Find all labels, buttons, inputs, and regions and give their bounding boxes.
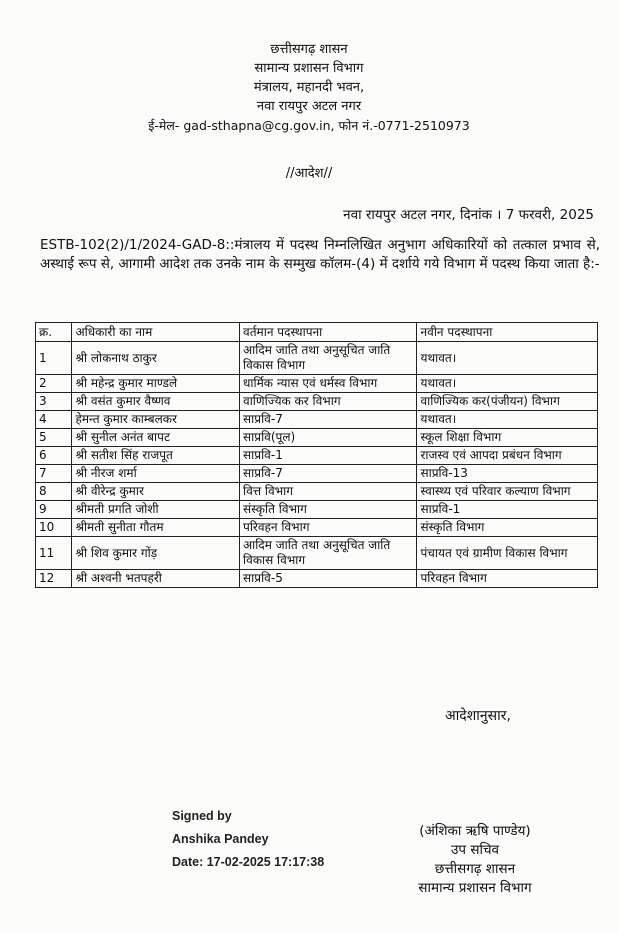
current-posting-cell: संस्कृति विभाग (240, 501, 417, 519)
officer-name-cell: श्री सतीश सिंह राजपूत (72, 447, 240, 465)
table-row (36, 465, 598, 483)
new-posting-cell: साप्रवि-1 (417, 501, 598, 519)
col-serial: क्र. (36, 323, 72, 342)
closing-text: आदेशानुसार, (445, 708, 511, 724)
serial-cell: 12 (36, 570, 72, 588)
officer-name-cell: श्री सुनील अनंत बापट (72, 429, 240, 447)
order-heading: //आदेश// (285, 166, 333, 181)
current-posting-cell: धार्मिक न्यास एवं धर्मस्व विभाग (240, 375, 417, 393)
table-row (36, 483, 598, 501)
officer-name-cell: श्री शिव कुमार गोंड़ (72, 537, 240, 570)
signed-by-label: Signed by (172, 809, 232, 823)
table-row (36, 411, 598, 429)
current-posting-cell: आदिम जाति तथा अनुसूचित जाति विकास विभाग (240, 537, 417, 570)
building-name: मंत्रालय, महानदी भवन, (253, 80, 365, 95)
digital-signature (172, 805, 324, 874)
letterhead (0, 40, 618, 135)
current-posting-cell: साप्रवि-5 (240, 570, 417, 588)
new-posting-cell: स्वास्थ्य एवं परिवार कल्याण विभाग (417, 483, 598, 501)
serial-cell: 9 (36, 501, 72, 519)
officer-name-cell: हेमन्त कुमार काम्बलकर (72, 411, 240, 429)
govt-name: छत्तीसगढ़ शासन (270, 42, 348, 57)
current-posting-cell: वाणिज्यिक कर विभाग (240, 393, 417, 411)
contact-line: ई-मेल- gad-sthapna@cg.gov.in, फोन नं.-0771-2510973 (148, 118, 470, 133)
table-row (36, 342, 598, 375)
new-posting-cell: यथावत। (417, 375, 598, 393)
order-intro: ESTB-102(2)/1/2024-GAD-8::मंत्रालय में पदस्थ निम्नलिखित अनुभाग अधिकारियों को तत्काल प्रभाव से, अस्थाई रूप से, आगामी आदेश तक उनके नाम के सम्मुख कॉलम-(4) में दर्शाये गये विभाग में पदस्थ किया जाता है:- (40, 237, 600, 272)
signature-date: Date: 17-02-2025 17:17:38 (172, 855, 325, 869)
current-posting-cell: आदिम जाति तथा अनुसूचित जाति विकास विभाग (240, 342, 417, 375)
current-posting-cell: साप्रवि-1 (240, 447, 417, 465)
signatory-department: सामान्य प्रशासन विभाग (418, 880, 532, 896)
table-row (36, 570, 598, 588)
new-posting-cell: यथावत। (417, 411, 598, 429)
serial-cell: 11 (36, 537, 72, 570)
new-posting-cell: स्कूल शिक्षा विभाग (417, 429, 598, 447)
serial-cell: 8 (36, 483, 72, 501)
col-new-posting: नवीन पदस्थापना (417, 323, 598, 342)
col-current-posting: वर्तमान पदस्थापना (240, 323, 417, 342)
table-row (36, 501, 598, 519)
officer-name-cell: श्री वसंत कुमार वैष्णव (72, 393, 240, 411)
table-header-row (36, 323, 598, 342)
serial-cell: 3 (36, 393, 72, 411)
serial-cell: 6 (36, 447, 72, 465)
table-row (36, 519, 598, 537)
new-posting-cell: राजस्व एवं आपदा प्रबंधन विभाग (417, 447, 598, 465)
new-posting-cell: पंचायत एवं ग्रामीण विकास विभाग (417, 537, 598, 570)
new-posting-cell: वाणिज्यिक कर(पंजीयन) विभाग (417, 393, 598, 411)
dateline: नवा रायपुर अटल नगर, दिनांक । 7 फरवरी, 2025 (343, 207, 594, 223)
signer-name: Anshika Pandey (172, 832, 269, 846)
officer-name-cell: श्रीमती सुनीता गौतम (72, 519, 240, 537)
serial-cell: 5 (36, 429, 72, 447)
serial-cell: 7 (36, 465, 72, 483)
current-posting-cell: साप्रवि-7 (240, 411, 417, 429)
officer-name-cell: श्री महेन्द्र कुमार माण्डले (72, 375, 240, 393)
new-posting-cell: साप्रवि-13 (417, 465, 598, 483)
officer-name-cell: श्रीमती प्रगति जोशी (72, 501, 240, 519)
officer-name-cell: श्री लोकनाथ ठाकुर (72, 342, 240, 375)
new-posting-cell: संस्कृति विभाग (417, 519, 598, 537)
table-row (36, 447, 598, 465)
current-posting-cell: साप्रवि(पूल) (240, 429, 417, 447)
signatory-name: (अंशिका ऋषि पाण्डेय) (419, 823, 531, 839)
officer-name-cell: श्री वीरेन्द्र कुमार (72, 483, 240, 501)
table-row (36, 393, 598, 411)
signatory-block (390, 822, 560, 898)
signatory-designation: उप सचिव (450, 842, 500, 858)
current-posting-cell: साप्रवि-7 (240, 465, 417, 483)
col-officer-name: अधिकारी का नाम (72, 323, 240, 342)
signatory-govt: छत्तीसगढ़ शासन (434, 861, 516, 877)
table-row (36, 429, 598, 447)
officer-name-cell: श्री नीरज शर्मा (72, 465, 240, 483)
officer-name-cell: श्री अश्वनी भतपहरी (72, 570, 240, 588)
serial-cell: 1 (36, 342, 72, 375)
department-name: सामान्य प्रशासन विभाग (254, 61, 364, 76)
posting-table (35, 322, 598, 588)
serial-cell: 10 (36, 519, 72, 537)
table-row (36, 537, 598, 570)
new-posting-cell: यथावत। (417, 342, 598, 375)
serial-cell: 4 (36, 411, 72, 429)
serial-cell: 2 (36, 375, 72, 393)
current-posting-cell: वित्त विभाग (240, 483, 417, 501)
current-posting-cell: परिवहन विभाग (240, 519, 417, 537)
city-name: नवा रायपुर अटल नगर (256, 99, 362, 114)
new-posting-cell: परिवहन विभाग (417, 570, 598, 588)
table-row (36, 375, 598, 393)
